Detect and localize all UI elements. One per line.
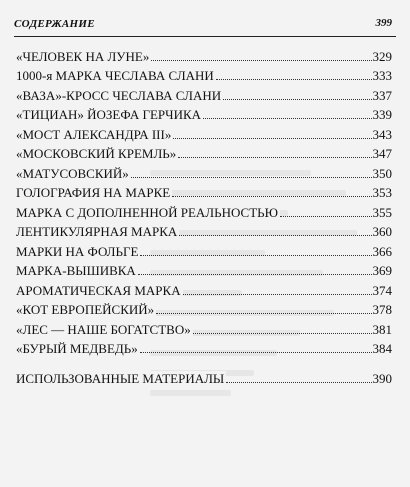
toc-entry-title: «ЛЕС — НАШЕ БОГАТСТВО» [16,321,191,337]
toc-entry-title: «МОСТ АЛЕКСАНДРА III» [16,126,172,142]
toc-entry [16,200,392,220]
header-page-number: 399 [375,17,392,29]
toc-entry [16,161,392,181]
toc-entry-page: 347 [372,146,392,161]
toc-entry [16,44,392,64]
toc-entry-page: 390 [372,370,392,386]
toc-dot-leader [223,98,371,100]
toc-entry [16,239,392,259]
toc-entry-page: 374 [372,282,392,298]
toc-dot-leader [183,293,372,295]
toc-entry-page: 369 [372,263,392,278]
toc-entry-title: «БУРЫЙ МЕДВЕДЬ» [16,341,138,356]
toc-entry-title: ИСПОЛЬЗОВАННЫЕ МАТЕРИАЛЫ [16,370,225,386]
toc-dot-leader [173,137,371,139]
toc-entry-page: 350 [372,165,392,181]
toc-entry-title: 1000-я МАРКА ЧЕСЛАВА СЛАНИ [16,68,214,83]
toc-entry [16,259,392,279]
toc-entry-page: 353 [372,185,392,200]
toc-dot-leader [193,332,372,334]
toc-dot-leader [140,254,371,256]
toc-entry-page: 343 [372,126,392,142]
toc-entry-page: 355 [372,204,392,220]
toc-dot-leader [151,59,371,61]
toc-entry-title: «МАТУСОВСКИЙ» [16,165,129,181]
toc-entry [16,366,392,386]
toc-entry [16,122,392,142]
toc-entry-page: 378 [372,302,392,317]
toc-entry-page: 329 [372,48,392,64]
toc-entry-page: 384 [372,341,392,356]
toc-entry-title: ГОЛОГРАФИЯ НА МАРКЕ [16,185,171,200]
running-header [14,18,396,37]
toc-entry [16,181,392,201]
toc-entry-title: «МОСКОВСКИЙ КРЕМЛЬ» [16,146,177,161]
toc-entry-page: 339 [372,107,392,122]
toc-dot-leader [178,156,371,158]
toc-dot-leader [179,234,371,236]
toc-entry [16,298,392,318]
toc-entry [16,337,392,357]
toc-entry-page: 366 [372,243,392,259]
toc-dot-leader [280,215,372,217]
toc-entry-page: 337 [372,87,392,103]
toc-dot-leader [172,195,371,197]
toc-entry-title: «ВАЗА»-КРОСС ЧЕСЛАВА СЛАНИ [16,87,222,103]
toc-entry-title: «ЧЕЛОВЕК НА ЛУНЕ» [16,48,150,64]
toc-entry [16,64,392,84]
table-of-contents [16,44,392,386]
toc-dot-leader [138,273,372,275]
toc-entry-title: МАРКА С ДОПОЛНЕННОЙ РЕАЛЬНОСТЬЮ [16,204,278,220]
toc-entry [16,220,392,240]
toc-entry [16,317,392,337]
toc-entry-title: «КОТ ЕВРОПЕЙСКИЙ» [16,302,155,317]
toc-dot-leader [131,176,372,178]
toc-entry [16,142,392,162]
toc-entry-page: 381 [372,321,392,337]
toc-entry-title: «ТИЦИАН» ЙОЗЕФА ГЕРЧИКА [16,107,202,122]
toc-entry [16,83,392,103]
toc-dot-leader [203,117,371,119]
toc-dot-leader [216,78,372,80]
toc-entry-title: ЛЕНТИКУЛЯРНАЯ МАРКА [16,224,178,239]
toc-entry-page: 333 [372,68,392,83]
header-title: СОДЕРЖАНИЕ [14,18,95,30]
toc-entry-page: 360 [372,224,392,239]
toc-dot-leader [140,351,372,353]
toc-dot-leader [226,381,371,383]
toc-entry [16,278,392,298]
toc-entry-title: АРОМАТИЧЕСКАЯ МАРКА [16,282,181,298]
toc-entry-title: МАРКА-ВЫШИВКА [16,263,136,278]
toc-dot-leader [156,312,371,314]
toc-entry-title: МАРКИ НА ФОЛЬГЕ [16,243,139,259]
toc-entry [16,103,392,123]
